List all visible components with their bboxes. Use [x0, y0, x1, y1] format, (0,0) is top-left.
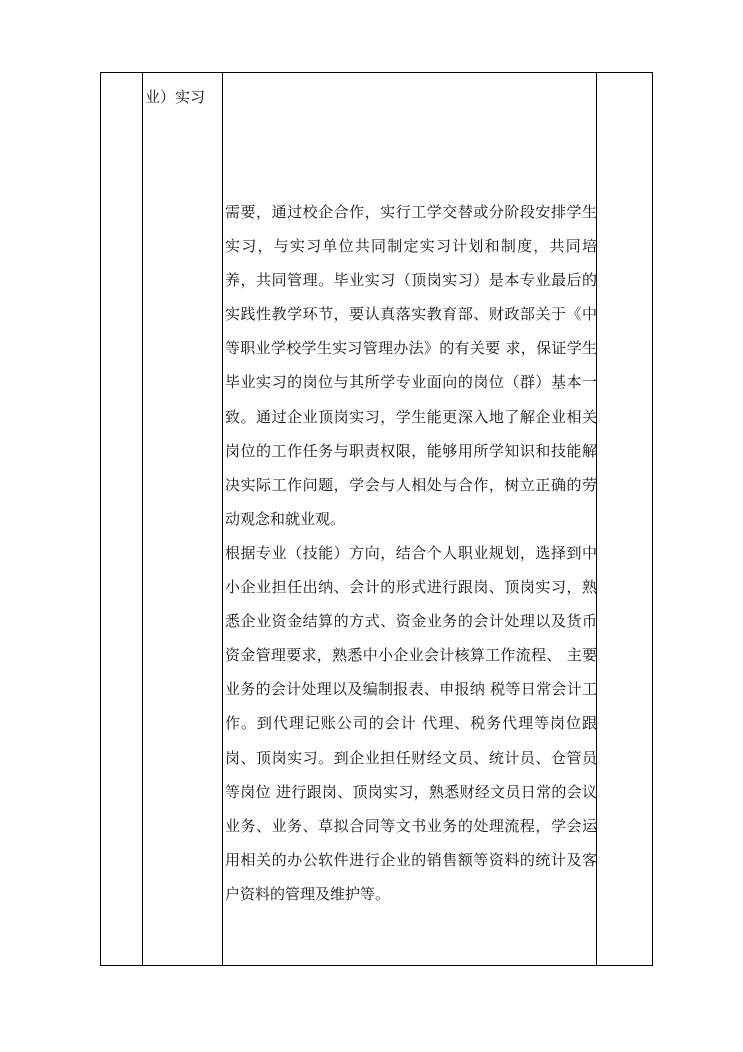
paragraph-intro: 需要，通过校企合作，实行工学交替或分阶段安排学生实习，与实习单位共同制定实习计划和制度，共同培养，共同管理。毕业实习（顶岗实习）是本专业最后的实践性教学环节，要认真落实教育部、财政部关于《中等职业学校学生实习管理办法》的有关要 求，保证学生毕业实习的岗位与其所学专业面向的岗位（群）基本一致。通过企业顶岗实习，学生能更深入地了解企业相关岗位的工作任务与职责权限，能够用所学知识和技能解决实际工作问题，学会与人相处与合作，树立正确的劳动观念和就业观。 — [225, 203, 597, 528]
column-divider — [142, 73, 143, 965]
row-label: 业）实习 — [145, 88, 206, 106]
paragraph-directions: 根据专业（技能）方向，结合个人职业规划，选择到中小企业担任出纳、会计的形式进行跟岗、顶岗实习，熟悉企业资金结算的方式、资金业务的会计处理以及货币资金管理要求，熟悉中小企业会计核算工作流程、 主要业务的会计处理以及编制报表、申报纳 税等日常会计工作。到代理记账公司的会计 代理、税务代理等岗位跟岗、顶岗实习。到企业担任财经文员、统计员、仓管员等岗位 进行跟岗、顶岗实习，熟悉财经文员日常的会议业务、业务、草拟合同等文书业务的处理流程，学会运用相关的办公软件进行企业的销售额等资料的统计及客户资料的管理及维护等。 — [225, 543, 597, 903]
internship-table — [100, 72, 653, 966]
internship-description — [225, 195, 597, 911]
column-divider — [222, 73, 223, 965]
